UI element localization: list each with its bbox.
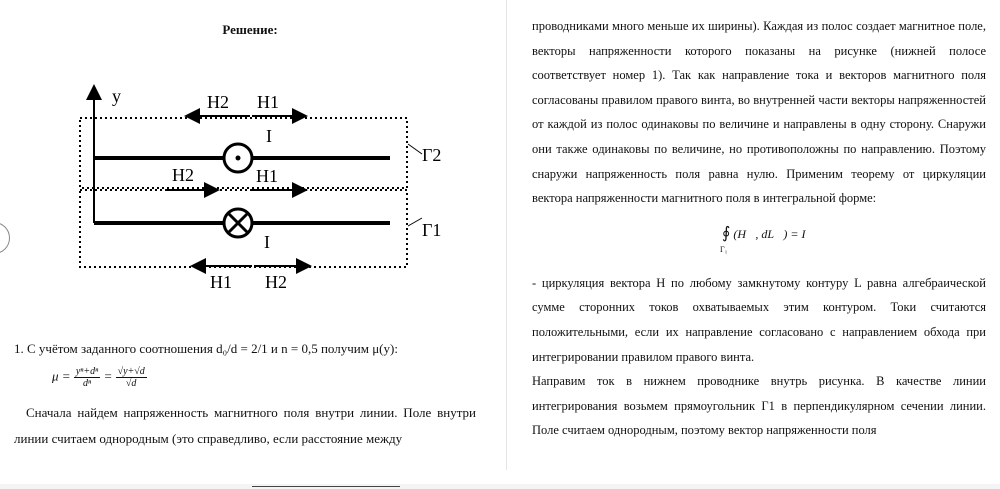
top-h1-label: H1 <box>257 92 279 112</box>
right-paragraph-1: проводниками много меньше их ширины). Каждая из полос создает магнитное поле, векторы напряженности которого показаны на рисунке (нижней полосе соответствует номер 1). Так как направление тока и векторов магнитного поля согласованы правилом правого винта, во внутренней части векторы напряженностей от каждой из полос одинаковы по величине и направлены в одну сторону. Снаружи они также одинаковы по величине, но противоположны по направлению. Поэтому снаружи напряженность поля равна нулю. Применим теорему от циркуляции вектора напряженности магнитного поля в интегральной форме: <box>532 19 986 206</box>
page-bottom-band <box>0 484 1000 489</box>
gamma2-pointer <box>408 144 422 154</box>
left-paragraph: Сначала найдем напряженность магнитного поля внутри линии. Поле внутри линии считаем однородным (это справедливо, если расстояние между <box>14 405 476 446</box>
current-out-dot <box>236 156 241 161</box>
fraction-1-den: dⁿ <box>82 378 92 389</box>
column-divider <box>506 0 507 470</box>
mid-h1-label: H1 <box>256 166 278 186</box>
contour-integral-symbol: ∮ <box>722 224 731 242</box>
fraction-1 <box>74 366 101 389</box>
scroll-marker-circle[interactable] <box>0 222 10 254</box>
gamma2-label: Г2 <box>422 145 442 165</box>
circulation-expression <box>722 223 805 243</box>
bottom-current-label: I <box>264 232 270 252</box>
solution-heading: Решение: <box>222 22 278 37</box>
right-column <box>532 14 986 443</box>
fraction-2-den: √d <box>125 378 137 389</box>
circulation-formula <box>532 219 986 267</box>
footnote-rule <box>252 486 400 487</box>
top-h2-label: H2 <box>207 92 229 112</box>
right-paragraph-3: Направим ток в нижнем проводнике внутрь рисунка. В качестве линии интегрирования возьмем прямоугольник Г1 в перпендикулярном сечении линии. Поле считаем однородным, поэтому вектор напряженности поля <box>532 374 986 438</box>
fraction-2 <box>116 366 147 389</box>
field-diagram <box>60 78 460 298</box>
mu-formula <box>52 366 147 389</box>
fraction-2-num: √y+√d <box>117 366 145 377</box>
bottom-h2-label: H2 <box>265 272 287 292</box>
y-axis-label: y <box>112 86 121 106</box>
equals-sign: = <box>103 368 113 384</box>
top-current-label: I <box>266 126 272 146</box>
item-1-text: 1. С учётом заданного соотношения d₀/d = 2/1 и n = 0,5 получим μ(y): <box>14 341 398 356</box>
circulation-expr: (H⃗, dL⃗) = I <box>733 226 806 241</box>
fraction-1-num: yⁿ+dⁿ <box>75 366 99 377</box>
bottom-h1-label: H1 <box>210 272 232 292</box>
gamma1-label: Г1 <box>422 220 442 240</box>
mu-symbol: μ = <box>52 368 71 384</box>
mid-h2-label: H2 <box>172 165 194 185</box>
right-paragraph-2: - циркуляция вектора H по любому замкнутому контуру L равна алгебраической сумме сторонних токов охватываемых этим контуром. Токи считаются положительными, если их направление согласовано с направлением обхода при интегрировании правилом правого винта. <box>532 275 986 364</box>
circulation-subscript: Г₁ <box>720 244 728 254</box>
gamma1-pointer <box>408 218 422 226</box>
